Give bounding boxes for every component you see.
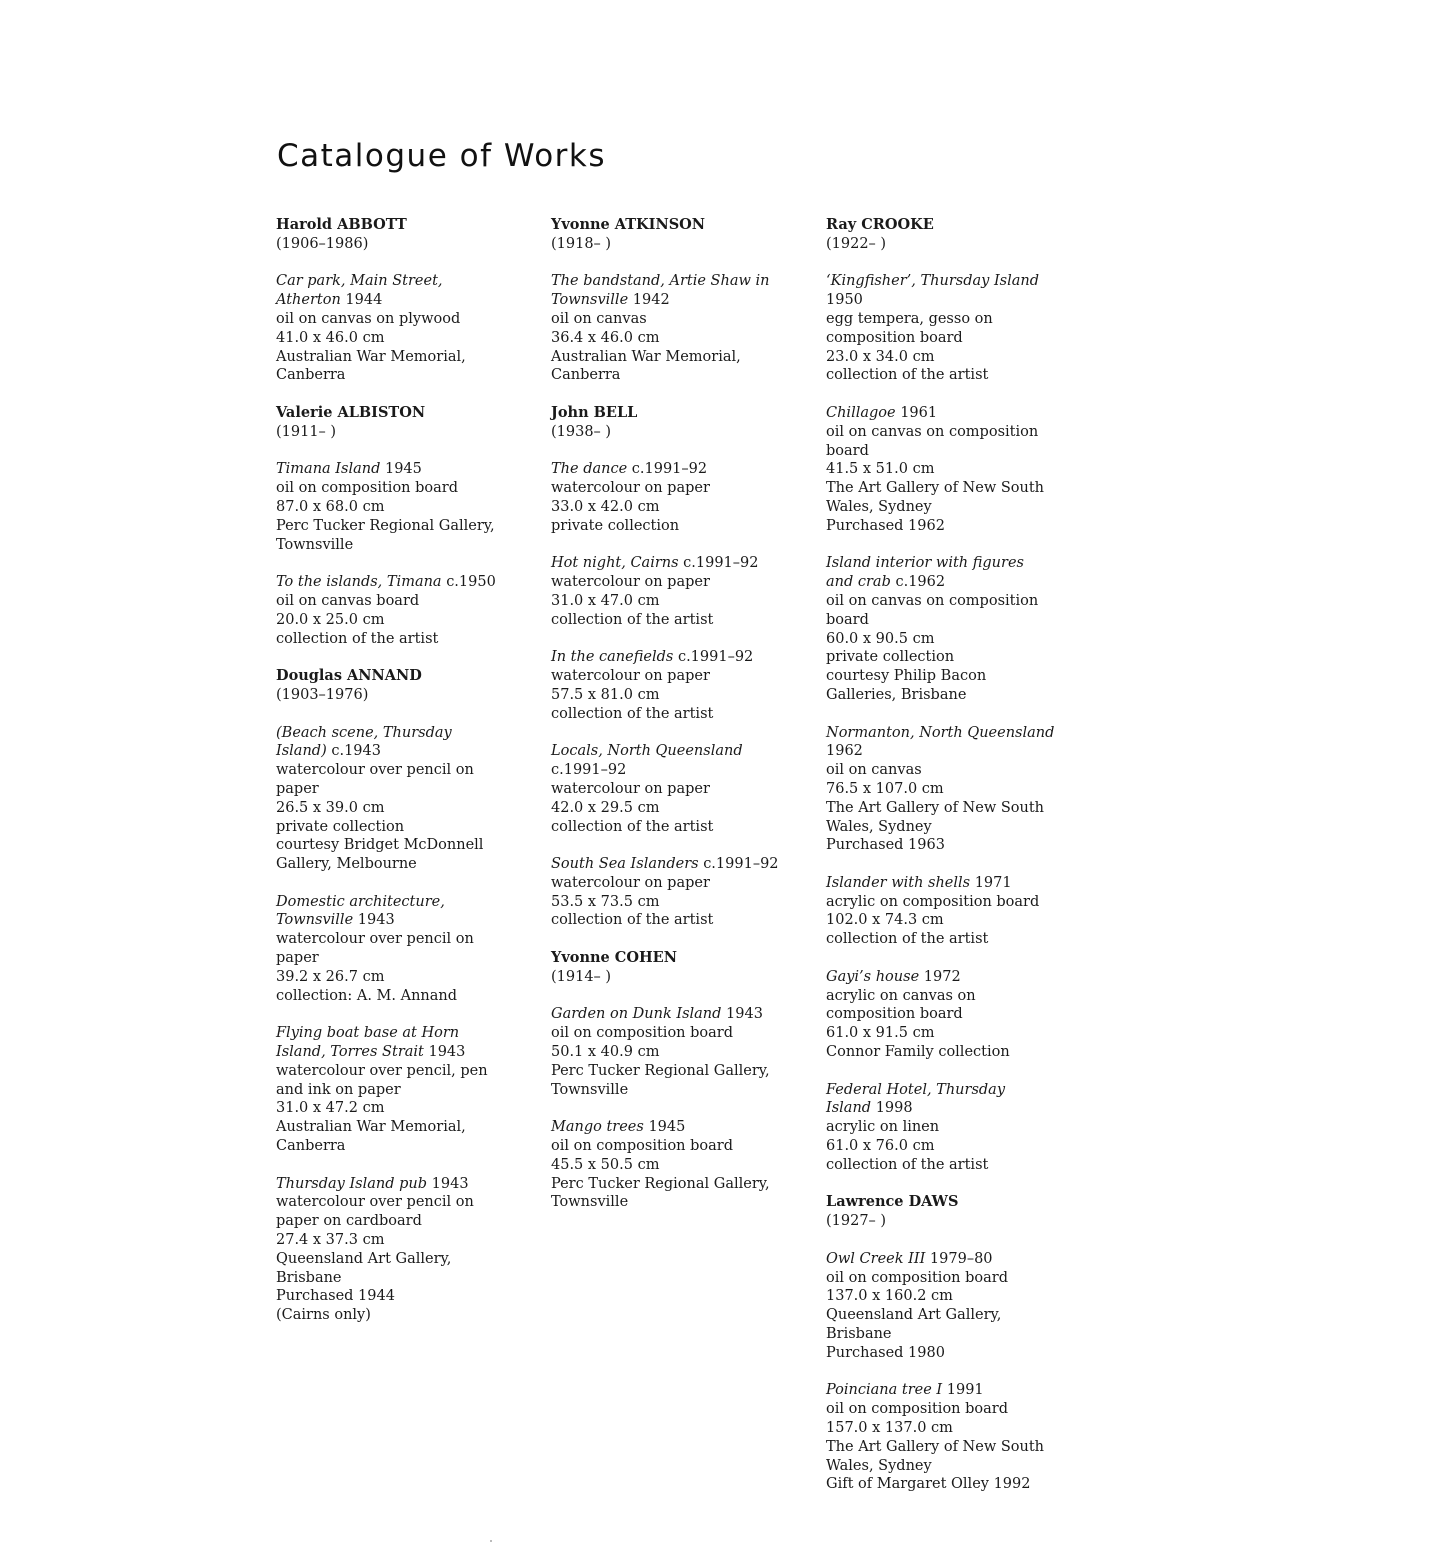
artwork-detail: oil on composition board [276, 480, 458, 497]
artwork-detail: 61.0 x 76.0 cm [826, 1138, 935, 1155]
artwork-title: South Sea Islanders [551, 856, 699, 873]
artist-entry [551, 949, 813, 1212]
artwork-entry [276, 724, 538, 874]
artwork-year: 1943 [428, 1044, 466, 1061]
artwork-entry [551, 855, 813, 930]
artwork-detail: 23.0 x 34.0 cm [826, 348, 935, 365]
artwork-detail: oil on canvas on composition [826, 423, 1039, 440]
artwork-title-line [276, 1024, 538, 1043]
artwork-detail: 26.5 x 39.0 cm [276, 799, 385, 816]
artwork-entry [276, 1024, 538, 1156]
artwork-title-line [276, 724, 538, 743]
artwork-detail: acrylic on composition board [826, 893, 1040, 910]
artist-dates: (1906–1986) [276, 235, 369, 252]
artwork-title: Islander with shells [826, 874, 971, 891]
artwork-detail: 60.0 x 90.5 cm [826, 630, 935, 647]
artwork-detail: Purchased 1962 [826, 517, 945, 534]
artwork-detail: and ink on paper [276, 1081, 401, 1098]
artwork-detail: paper [276, 780, 319, 797]
artwork-detail: Brisbane [826, 1326, 892, 1343]
artwork-detail: collection: A. M. Annand [276, 987, 458, 1004]
artwork-entry [276, 893, 538, 1006]
artwork-detail: collection of the artist [276, 630, 439, 647]
artwork-detail: Gallery, Melbourne [276, 856, 417, 873]
artwork-detail: collection of the artist [551, 611, 714, 628]
artwork-detail: Canberra [276, 1138, 346, 1155]
artwork-detail: 39.2 x 26.7 cm [276, 968, 385, 985]
artwork-detail: Purchased 1944 [276, 1288, 395, 1305]
artwork-title: Timana Island [276, 461, 381, 478]
artwork-detail: 42.0 x 29.5 cm [551, 799, 660, 816]
artist-name: Ray CROOKE [826, 216, 934, 233]
artwork-detail: 31.0 x 47.2 cm [276, 1100, 385, 1117]
artwork-detail: watercolour over pencil on [276, 1194, 474, 1211]
artwork-title-line [826, 1099, 1088, 1118]
artwork-title: Island [826, 1100, 872, 1117]
artwork-detail: Wales, Sydney [826, 818, 932, 835]
artwork-detail: oil on composition board [551, 1138, 733, 1155]
artwork-detail: 76.5 x 107.0 cm [826, 780, 944, 797]
artwork-title-line [826, 573, 1088, 592]
artwork-title: Poinciana tree I [826, 1382, 943, 1399]
artist-dates: (1938– ) [551, 423, 612, 440]
artwork-entry [826, 1250, 1088, 1363]
artwork-entry [826, 968, 1088, 1062]
artwork-title-line [276, 573, 538, 592]
artwork-year: c.1991–92 [551, 762, 627, 779]
catalogue-column-2 [551, 216, 813, 1212]
artwork-detail: acrylic on canvas on [826, 987, 976, 1004]
artwork-detail: Australian War Memorial, [551, 348, 741, 365]
artwork-year: 1945 [384, 461, 422, 478]
artwork-detail: courtesy Bridget McDonnell [276, 837, 484, 854]
artwork-year: 1961 [900, 404, 938, 421]
artwork-entry [551, 272, 813, 385]
artwork-detail: Wales, Sydney [826, 498, 932, 515]
artwork-title: and crab [826, 574, 891, 591]
artwork-title-line [551, 460, 813, 479]
artwork-detail: collection of the artist [826, 1156, 989, 1173]
artwork-title: Townsville [551, 292, 629, 309]
artwork-detail: watercolour on paper [551, 668, 710, 685]
artwork-title-line [551, 742, 813, 761]
artwork-title: Chillagoe [826, 404, 896, 421]
artwork-detail: Brisbane [276, 1269, 342, 1286]
artwork-title: Townsville [276, 912, 354, 929]
artwork-detail: Purchased 1963 [826, 837, 945, 854]
artwork-detail: oil on canvas [826, 762, 922, 779]
artwork-title-line [551, 554, 813, 573]
artwork-detail: watercolour over pencil, pen [276, 1062, 488, 1079]
artist-entry [276, 216, 538, 385]
artwork-entry [551, 648, 813, 723]
artwork-title: Atherton [276, 292, 341, 309]
artwork-year: 1942 [632, 292, 670, 309]
artwork-entry [276, 573, 538, 648]
artwork-detail: 45.5 x 50.5 cm [551, 1156, 660, 1173]
artwork-year: c.1991–92 [631, 461, 708, 478]
artwork-entry [551, 742, 813, 836]
catalogue-column-3 [826, 216, 1088, 1494]
artwork-title: Domestic architecture, [276, 893, 445, 910]
artwork-detail: private collection [826, 649, 955, 666]
artwork-year: 1972 [923, 968, 961, 985]
artwork-detail: Australian War Memorial, [276, 1119, 466, 1136]
artwork-year: c.1991–92 [677, 649, 754, 666]
artwork-entry [551, 554, 813, 629]
artwork-detail: composition board [826, 329, 963, 346]
artwork-entry [826, 404, 1088, 536]
artwork-detail: Perc Tucker Regional Gallery, [551, 1175, 770, 1192]
artwork-detail: collection of the artist [551, 705, 714, 722]
artwork-detail: Canberra [551, 367, 621, 384]
artwork-detail: 87.0 x 68.0 cm [276, 498, 385, 515]
artwork-year: c.1962 [895, 574, 946, 591]
artwork-detail: The Art Gallery of New South [826, 480, 1045, 497]
artwork-title: Mango trees [551, 1119, 644, 1136]
artwork-title: The dance [551, 461, 628, 478]
artwork-year: 1971 [974, 874, 1012, 891]
artwork-title: The bandstand, Artie Shaw in [551, 273, 770, 290]
artwork-entry [826, 554, 1088, 704]
artist-name: Lawrence DAWS [826, 1193, 959, 1211]
artwork-title: Gayi’s house [826, 968, 920, 985]
artwork-title-line [826, 968, 1088, 987]
artwork-title: Car park, Main Street, [276, 273, 443, 290]
artist-entry [276, 404, 538, 648]
artwork-year: 1943 [726, 1006, 763, 1023]
artist-entry [826, 1193, 1088, 1494]
artwork-title: (Beach scene, Thursday [276, 724, 452, 741]
artwork-detail: oil on composition board [551, 1025, 733, 1042]
artwork-detail: 53.5 x 73.5 cm [551, 893, 660, 910]
artwork-title-line [551, 648, 813, 667]
artwork-entry [551, 460, 813, 535]
artwork-detail: 41.5 x 51.0 cm [826, 461, 935, 478]
artwork-title: Hot night, Cairns [551, 555, 679, 572]
artist-name: Douglas ANNAND [276, 667, 422, 685]
artwork-detail: 137.0 x 160.2 cm [826, 1288, 953, 1305]
artwork-entry [826, 874, 1088, 949]
artwork-year: 1943 [431, 1175, 469, 1192]
artwork-title-line [276, 1043, 538, 1062]
artwork-title-line [826, 724, 1088, 743]
artwork-title-line [551, 291, 813, 310]
artist-name: Valerie ALBISTON [276, 403, 426, 421]
artwork-title: Flying boat base at Horn [276, 1025, 460, 1042]
artwork-title: Thursday Island pub [276, 1175, 428, 1192]
artwork-title: Owl Creek III [826, 1250, 926, 1267]
artwork-detail: acrylic on linen [826, 1119, 940, 1136]
artwork-detail: The Art Gallery of New South [826, 799, 1045, 816]
artwork-year: c.1943 [331, 743, 381, 760]
artwork-detail: watercolour on paper [551, 480, 710, 497]
artwork-detail: watercolour on paper [551, 574, 710, 591]
artwork-entry [276, 1175, 538, 1325]
artwork-detail: 157.0 x 137.0 cm [826, 1420, 953, 1436]
artwork-year: c.1950 [446, 574, 496, 591]
artwork-detail: The Art Gallery of New South [826, 1438, 1045, 1455]
artwork-detail: composition board [826, 1006, 963, 1023]
artwork-detail: board [826, 611, 869, 628]
artwork-year: 1944 [345, 292, 383, 309]
artwork-detail: oil on canvas board [276, 592, 420, 609]
artwork-year: 1943 [357, 912, 395, 929]
artwork-detail: collection of the artist [826, 367, 989, 384]
artwork-year: 1998 [875, 1100, 913, 1117]
artist-name: Harold ABBOTT [276, 216, 407, 233]
artwork-title-line [826, 874, 1088, 893]
artwork-detail: Perc Tucker Regional Gallery, [276, 517, 495, 534]
artwork-detail: 102.0 x 74.3 cm [826, 912, 944, 929]
artwork-detail: Galleries, Brisbane [826, 686, 967, 703]
artwork-detail: oil on composition board [826, 1401, 1008, 1418]
artwork-entry [551, 1005, 813, 1099]
artwork-title: Island interior with figures [826, 555, 1024, 572]
artwork-title-line [276, 1175, 538, 1194]
artwork-detail: Townsville [276, 536, 354, 553]
artwork-detail: Purchased 1980 [826, 1344, 945, 1361]
artwork-title: Normanton, North Queensland [826, 724, 1055, 741]
artwork-detail: Gift of Margaret Olley 1992 [826, 1476, 1031, 1493]
artwork-detail: private collection [551, 517, 680, 534]
artwork-year: 1962 [826, 743, 863, 760]
artwork-entry [826, 272, 1088, 385]
artist-dates: (1914– ) [551, 968, 612, 985]
artist-name: Yvonne ATKINSON [551, 216, 706, 233]
catalogue-column-1 [276, 216, 538, 1325]
artwork-detail: oil on canvas on composition [826, 592, 1039, 609]
artwork-entry [276, 460, 538, 554]
artwork-detail: 31.0 x 47.0 cm [551, 592, 660, 609]
artwork-detail: watercolour on paper [551, 780, 710, 797]
artwork-title: To the islands, Timana [276, 574, 442, 591]
artwork-detail: 33.0 x 42.0 cm [551, 498, 660, 515]
artwork-title-line [551, 855, 813, 874]
artwork-title-line [826, 1381, 1088, 1400]
artwork-detail: oil on canvas on plywood [276, 310, 461, 327]
artwork-entry [276, 272, 538, 385]
artwork-year: 1950 [826, 292, 863, 309]
artwork-entry [551, 1118, 813, 1212]
artwork-detail: board [826, 442, 869, 459]
artwork-year: c.1991–92 [683, 555, 759, 572]
artwork-title-line [551, 1005, 813, 1024]
artwork-year: 1945 [648, 1119, 686, 1136]
artwork-year: c.1991–92 [703, 856, 779, 873]
artwork-detail: collection of the artist [551, 818, 714, 835]
artwork-title-line [826, 1081, 1088, 1100]
artwork-title-line [826, 554, 1088, 573]
artwork-title: Island) [276, 743, 327, 760]
artwork-title: In the canefields [551, 649, 674, 666]
artwork-title-line [276, 291, 538, 310]
artwork-detail: Queensland Art Gallery, [276, 1250, 452, 1267]
page-title: Catalogue of Works [277, 138, 607, 174]
artwork-detail: collection of the artist [826, 931, 989, 948]
artwork-title-line [276, 893, 538, 912]
scan-speck [490, 1540, 492, 1542]
artwork-detail: paper on cardboard [276, 1213, 422, 1230]
artist-entry [551, 404, 813, 930]
artwork-detail: Connor Family collection [826, 1044, 1010, 1061]
artist-name: John BELL [551, 403, 638, 421]
artist-dates: (1903–1976) [276, 686, 369, 703]
artwork-detail: courtesy Philip Bacon [826, 668, 987, 685]
artwork-year: 1991 [946, 1382, 984, 1399]
artist-dates: (1927– ) [826, 1213, 887, 1230]
artwork-detail: 57.5 x 81.0 cm [551, 686, 660, 703]
artwork-detail: Townsville [551, 1081, 629, 1098]
artwork-entry [826, 724, 1088, 856]
artwork-detail: oil on canvas [551, 310, 647, 327]
artwork-detail: 27.4 x 37.3 cm [276, 1232, 385, 1249]
artwork-title: Federal Hotel, Thursday [826, 1081, 1006, 1098]
artwork-title-line [826, 272, 1088, 291]
artist-entry [276, 667, 538, 1325]
artwork-detail: 61.0 x 91.5 cm [826, 1025, 935, 1042]
artwork-title: Garden on Dunk Island [551, 1006, 722, 1023]
artist-entry [826, 216, 1088, 1175]
artwork-title-line [826, 404, 1088, 423]
artwork-detail: watercolour on paper [551, 874, 710, 891]
artwork-detail: Perc Tucker Regional Gallery, [551, 1062, 770, 1079]
artwork-detail: Wales, Sydney [826, 1457, 932, 1474]
artwork-detail: Queensland Art Gallery, [826, 1307, 1002, 1324]
artwork-detail: Australian War Memorial, [276, 348, 466, 365]
artwork-detail: Townsville [551, 1194, 629, 1211]
artwork-entry [826, 1381, 1088, 1494]
artwork-title-line [826, 1250, 1088, 1269]
artwork-detail: collection of the artist [551, 912, 714, 929]
artwork-title-line [276, 742, 538, 761]
artwork-detail: watercolour over pencil on [276, 762, 474, 779]
artwork-detail: 36.4 x 46.0 cm [551, 329, 660, 346]
artwork-detail: 20.0 x 25.0 cm [276, 611, 385, 628]
artwork-title-line [276, 460, 538, 479]
artwork-detail: oil on composition board [826, 1269, 1008, 1286]
artwork-detail: 41.0 x 46.0 cm [276, 329, 385, 346]
artwork-detail: 50.1 x 40.9 cm [551, 1044, 660, 1061]
artwork-title: ‘Kingfisher’, Thursday Island [826, 273, 1040, 290]
artwork-title-line [551, 1118, 813, 1137]
artwork-year: 1979–80 [929, 1250, 993, 1267]
artist-dates: (1918– ) [551, 235, 612, 252]
artwork-title: Island, Torres Strait [276, 1044, 424, 1061]
artwork-detail: egg tempera, gesso on [826, 310, 993, 327]
artwork-title-line [551, 272, 813, 291]
artist-name: Yvonne COHEN [551, 949, 677, 967]
artwork-title-line [276, 911, 538, 930]
artwork-title: Locals, North Queensland [551, 743, 743, 760]
artwork-detail: watercolour over pencil on [276, 931, 474, 948]
artist-entry [551, 216, 813, 385]
artwork-title-line [276, 272, 538, 291]
artwork-detail: Canberra [276, 367, 346, 384]
artwork-detail: private collection [276, 818, 405, 835]
artwork-detail: (Cairns only) [276, 1307, 371, 1324]
artwork-entry [826, 1081, 1088, 1175]
artwork-detail: paper [276, 950, 319, 967]
artist-dates: (1911– ) [276, 423, 337, 440]
artist-dates: (1922– ) [826, 235, 887, 252]
